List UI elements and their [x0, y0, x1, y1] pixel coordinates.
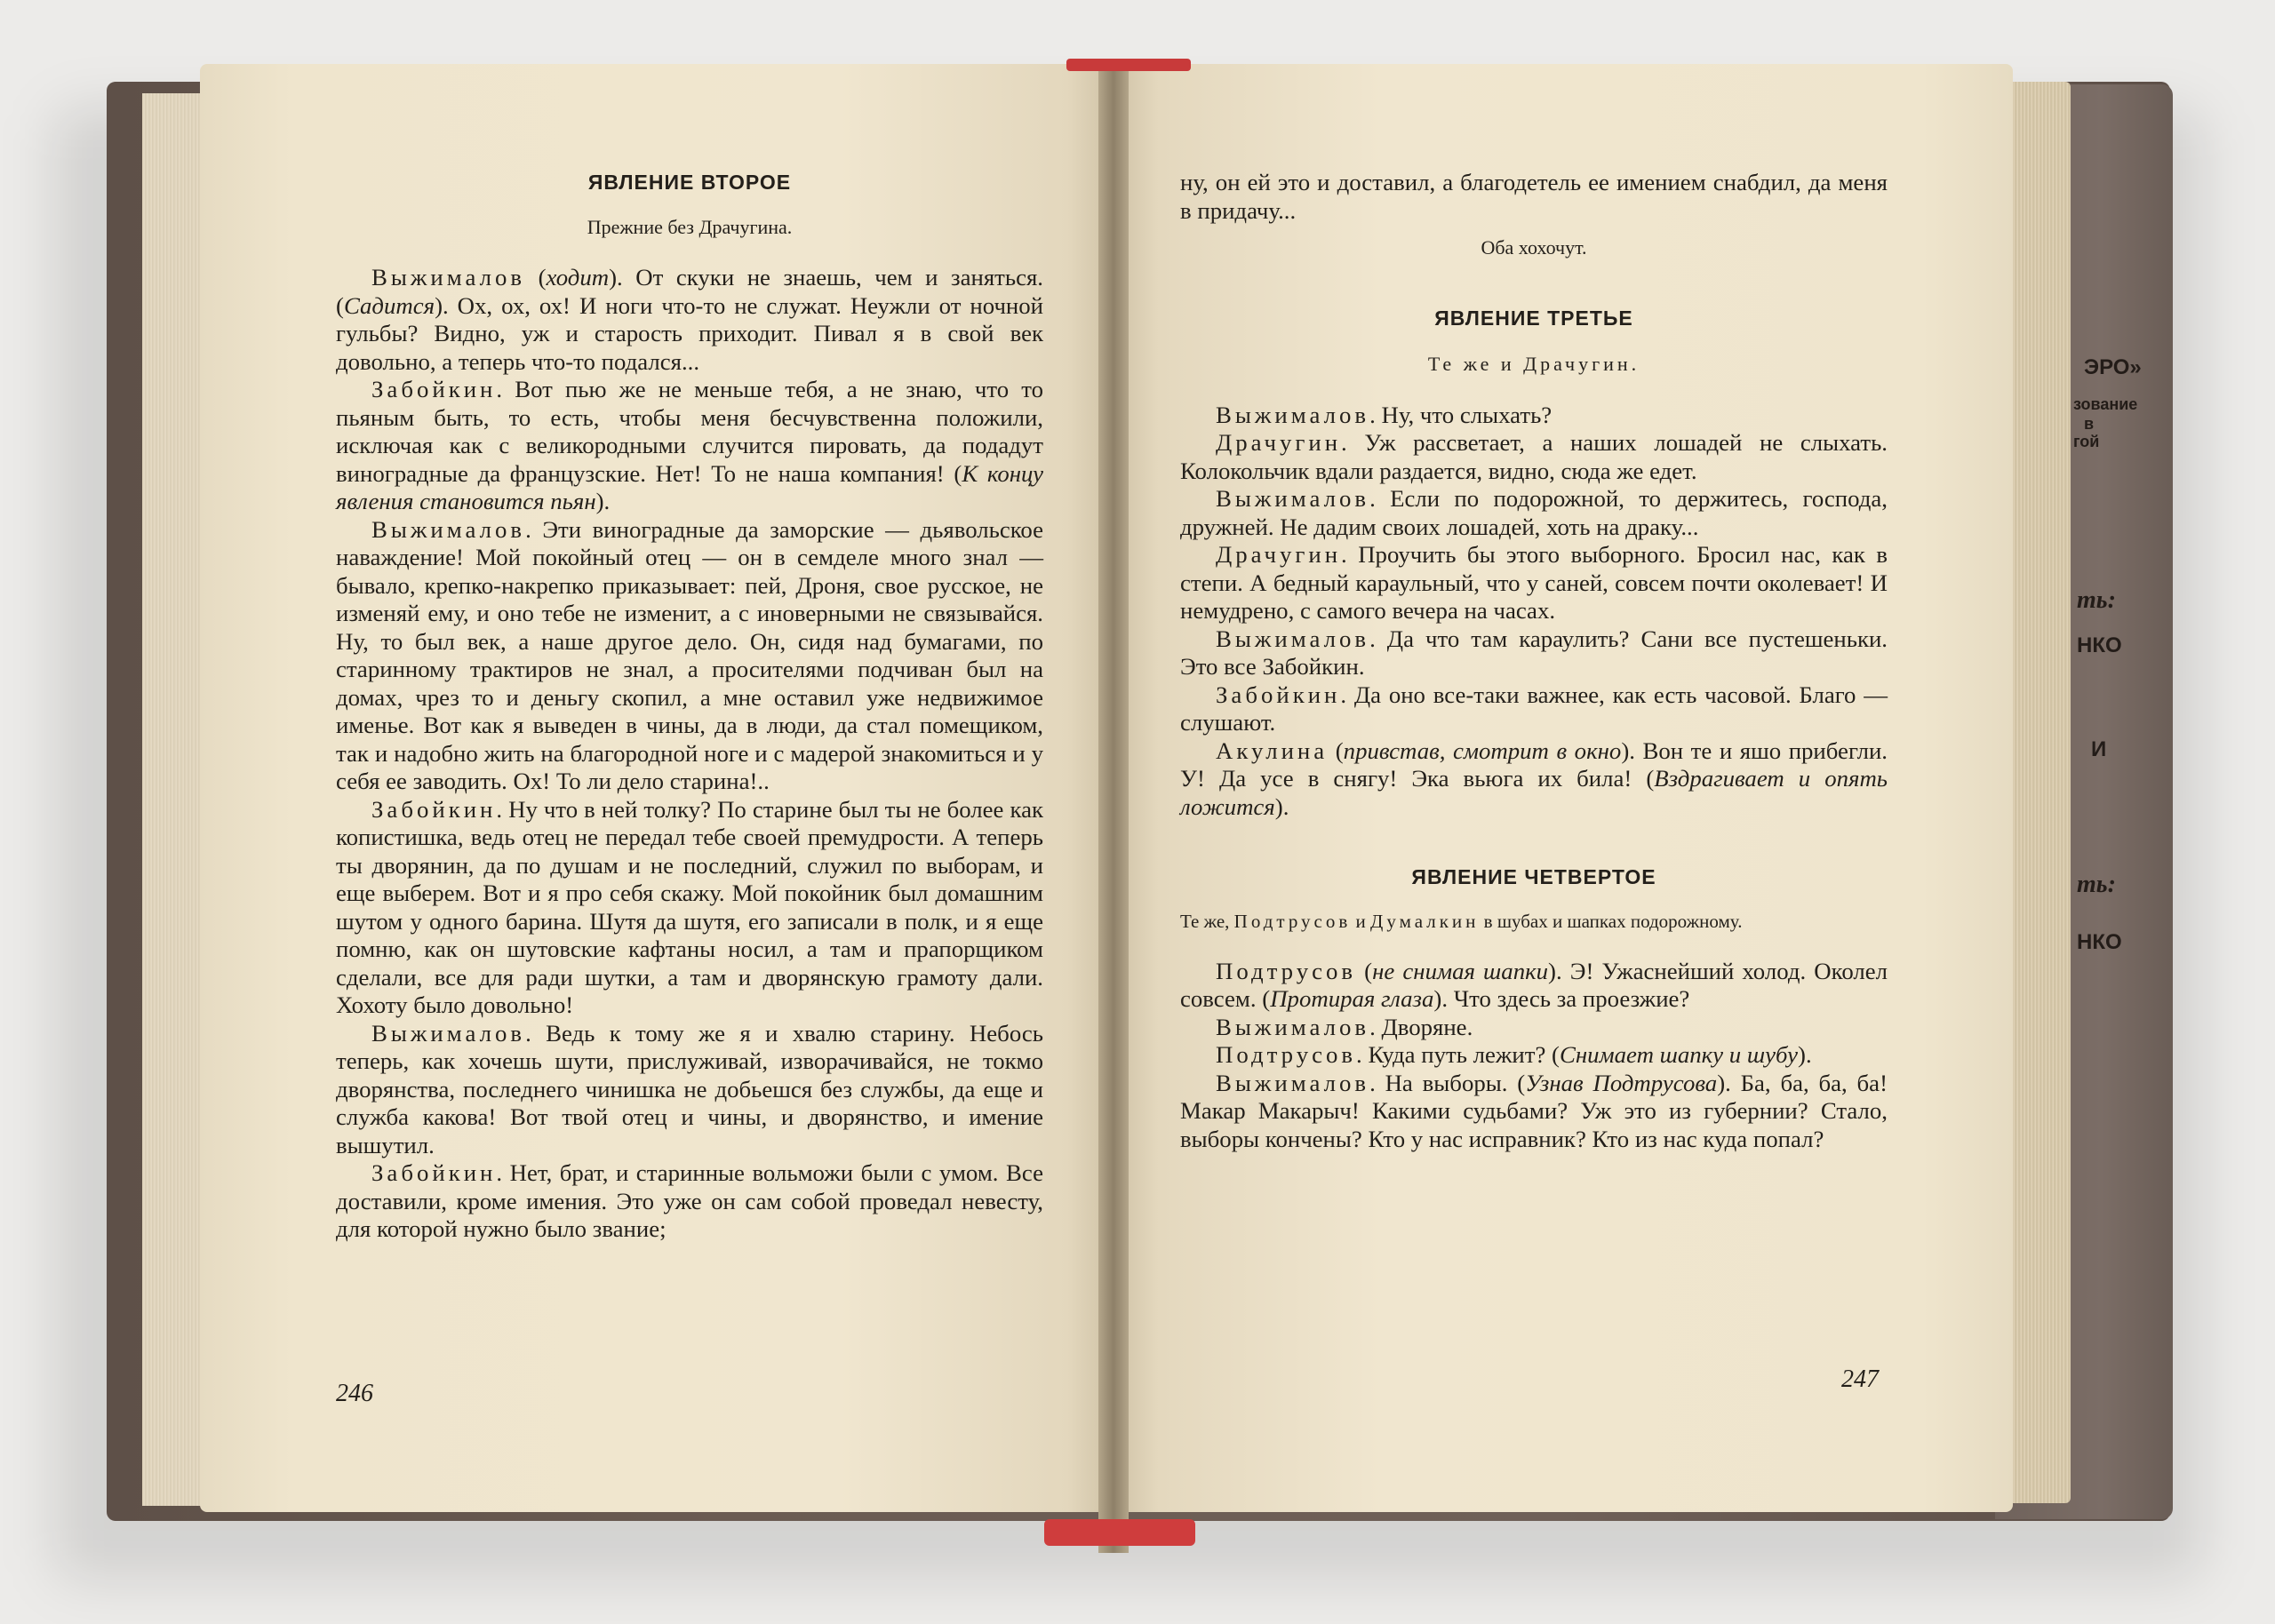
- bookmark-ribbon-top: [1066, 59, 1191, 71]
- dialogue-paragraph: Выжималов. На выборы. (Узнав Подтрусова). Ба, ба, ба, ба! Макар Макарыч! Какими судьбами? Уж это из губернии? Стало, выборы кончены? Кто у нас исправник? Кто из нас куда попал?: [1180, 1069, 1888, 1152]
- strip-text-8: ть:: [2077, 871, 2116, 898]
- strip-text-6: НКО: [2077, 633, 2122, 657]
- bookmark-ribbon-bottom: [1044, 1519, 1195, 1546]
- dialogue-paragraph: Подтрусов (не снимая шапки). Э! Ужаснейший холод. Околел совсем. (Протирая глаза). Что здесь за проезжие?: [1180, 957, 1888, 1012]
- stage-direction: Те же и Драчугин.: [1427, 353, 1640, 375]
- strip-text-2: зование: [2073, 395, 2138, 413]
- strip-text-4: гой: [2073, 433, 2100, 450]
- page-number-right: 247: [1841, 1365, 1879, 1393]
- dialogue-paragraph: Выжималов. Ведь к тому же я и хвалю старину. Небось теперь, как хочешь шути, прислуживай, изворачивайся, не токмо дворянства, последнего чинишка не добьешся без службы, да еще и служба какова! Вот твой отец и чины, и дворянство, и имение вышутил.: [336, 1019, 1043, 1158]
- dialogue-paragraph: Выжималов. Ну, что слыхать?: [1216, 401, 1553, 428]
- page-number-left: 246: [336, 1380, 373, 1407]
- strip-text-3: в: [2084, 415, 2095, 433]
- scene-heading-4: ЯВЛЕНИЕ ЧЕТВЕРТОЕ: [1411, 865, 1656, 888]
- scene-heading-3: ЯВЛЕНИЕ ТРЕТЬЕ: [1434, 306, 1633, 330]
- dialogue-paragraph: Выжималов. Да что там караулить? Сани все пустешеньки. Это все Забойкин.: [1180, 625, 1888, 680]
- strip-text-7: И: [2091, 737, 2107, 761]
- dialogue-paragraph: Забойкин. Ну что в ней толку? По старине был ты не более как копистишка, ведь отец не передал тебе своей премудрости. А теперь ты дворянин, да по душам и не последний, служил по выборам, и еще выберем. Вот и я про себя скажу. Мой покойник был домашним шутом у одного барина. Шутя да шутя, его записали в полк, и я еще помню, как он шутовские кафтаны носил, а там и прапорщиком сделали, все для ради шутки, а там и дворянскую грамоту дали. Хохоту было довольно!: [336, 795, 1043, 1018]
- dialogue-paragraph: Драчугин. Проучить бы этого выборного. Бросил нас, как в степи. А бедный караульный, что у саней, совсем почти околевает! И немудрено, с самого вечера на часах.: [1180, 541, 1888, 624]
- strip-text-9: НКО: [2077, 930, 2122, 954]
- dialogue-paragraph: Драчугин. Уж рассветает, а наших лошадей не слыхать. Колокольчик вдали раздается, видно, сюда же едет.: [1180, 429, 1888, 484]
- dialogue-paragraph: Подтрусов. Куда путь лежит? (Снимает шапку и шубу).: [1216, 1041, 1812, 1068]
- book-gutter: [1098, 60, 1129, 1553]
- stage-direction: Прежние без Драчугина.: [587, 215, 793, 238]
- left-page-text: [336, 169, 1043, 1244]
- scene-heading-2: ЯВЛЕНИЕ ВТОРОЕ: [587, 171, 792, 194]
- right-page-text: [1180, 169, 1888, 1153]
- dialogue-paragraph: Выжималов (ходит). От скуки не знаешь, чем и заняться. (Садится). Ох, ох, ох! И ноги что-то не служат. Неужли от ночной гульбы? Видно, уж и старость приходит. Пивал я в свой век довольно, а теперь что-то подался...: [336, 264, 1043, 375]
- stage-direction: Оба хохочут.: [1481, 236, 1587, 259]
- dialogue-paragraph: ну, он ей это и доставил, а благодетель ее имением снабдил, да меня в придачу...: [1180, 169, 1888, 224]
- stage-direction: Те же, Подтрусов и Думалкин в шубах и шапках подорожному.: [1180, 910, 1743, 932]
- dialogue-paragraph: Забойкин. Нет, брат, и старинные вольможи были с умом. Все доставили, кроме имения. Это уже он сам собой проведал невесту, для которой нужно было звание;: [336, 1159, 1043, 1242]
- dialogue-paragraph: Выжималов. Если по подорожной, то держитесь, господа, дружней. Не дадим своих лошадей, хоть на драку...: [1180, 485, 1888, 540]
- dialogue-paragraph: Выжималов. Эти виноградные да заморские — дьявольское наваждение! Мой покойный отец — он в семделе много знал — бывало, крепко-накрепко приказывает: пей, Дроня, свое русское, не изменяй ему, и оно тебе не изменит, а с иноверными не связывайся. Ну, то был век, а наше другое дело. Он, сидя над бумагами, по старинному трактиров не знал, а просителями подчиван был на домах, чрез то и деньгу скопил, а мне оставил уже недвижимое именье. Вот как я выведен в чины, да в люди, да стал помещиком, так и надобно жить на благородной ноге и с мадерой знакомиться и у себя ее заводить. Ох! То ли дело старина!..: [336, 515, 1043, 794]
- dialogue-paragraph: Выжималов. Дворяне.: [1216, 1013, 1473, 1040]
- dialogue-paragraph: Забойкин. Да оно все-таки важнее, как есть часовой. Благо — слушают.: [1180, 681, 1888, 736]
- dialogue-paragraph: Акулина (привстав, смотрит в окно). Вон те и яшо прибегли. У! Да усе в снягу! Эка вьюга их била! (Вздрагивает и опять ложится).: [1180, 736, 1888, 820]
- dialogue-paragraph: Забойкин. Вот пью же не меньше тебя, а не знаю, что то пьяным быть, то есть, чтобы меня бесчувственна положили, исключая как с великородными случится пировать, да подадут виноградные да французские. Нет! То не наша компания! (К концу явления становится пьян).: [336, 376, 1043, 514]
- strip-text-1: ЭРО»: [2084, 355, 2142, 379]
- strip-text-5: ть:: [2077, 586, 2116, 614]
